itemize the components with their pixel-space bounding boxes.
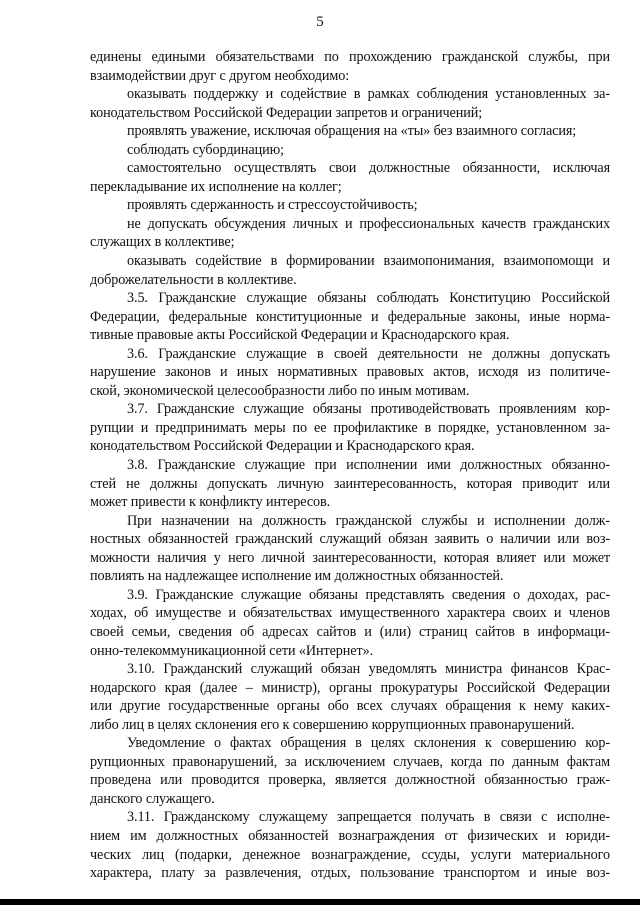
text-line: не допускать обсуждения личных и профессиональных качеств гражданских: [127, 215, 610, 232]
text-line: конодательством Российской Федерации запретов и ограничений;: [90, 104, 483, 121]
page-number: 5: [316, 14, 324, 30]
text-line: 3.5. Гражданские служащие обязаны соблюдать Конституцию Российской: [127, 290, 610, 307]
text-line: ской, экономической целесообразности либо по иным мотивам.: [90, 382, 470, 399]
text-line: либо лиц в целях склонения его к совершению коррупционных правонарушений.: [90, 716, 575, 733]
text-line: соблюдать субординацию;: [127, 141, 284, 158]
text-line: повлиять на надлежащее исполнение им должностных обязанностей.: [90, 568, 504, 585]
text-line: единены едиными обязательствами по прохождению гражданской службы, при: [90, 49, 610, 65]
text-line: 3.9. Гражданские служащие обязаны представлять сведения о доходах, рас-: [127, 586, 610, 603]
text-line: данского служащего.: [90, 790, 215, 807]
text-line: проявлять сдержанность и стрессоустойчивость;: [127, 197, 418, 214]
text-line: оказывать поддержку и содействие в рамках соблюдения установленных за-: [127, 86, 610, 103]
text-line: 3.7. Гражданские служащие обязаны противодействовать проявлениям кор-: [127, 401, 610, 418]
text-line: 3.6. Гражданские служащие в своей деятельности не должны допускать: [127, 345, 610, 362]
text-line: рупционных правонарушений, за исключением случаев, когда по данным фактам: [90, 753, 610, 770]
text-line: нием им должностных обязанностей вознаграждения от физических и юриди-: [90, 827, 610, 844]
text-line: 3.11. Гражданскому служащему запрещается получать в связи с исполне-: [127, 809, 610, 826]
scan-bottom-edge: [0, 899, 640, 905]
text-line: нодарского края (далее – министр), органы прокуратуры Российской Федерации: [90, 679, 610, 696]
text-line: своей семьи, сведения об адресах сайтов и (или) страниц сайтов в информаци-: [90, 623, 610, 640]
text-line: или другие государственные органы обо всех случаях обращения к нему каких-: [90, 698, 610, 715]
text-line: ческих лиц (подарки, денежное вознаграждение, ссуды, услуги материального: [90, 846, 610, 863]
text-line: перекладывание их исполнение на коллег;: [90, 178, 342, 195]
text-line: 3.10. Гражданский служащий обязан уведомлять министра финансов Крас-: [127, 661, 610, 678]
text-line: Федерации, федеральные конституционные и федеральные законы, иные норма-: [90, 308, 610, 325]
text-line: служащих в коллективе;: [90, 234, 235, 251]
text-line: нарушение законов и иных нормативных правовых актов, исходя из политиче-: [90, 364, 610, 381]
text-line: оказывать содействие в формировании взаимопонимания, взаимопомощи и: [127, 253, 610, 270]
text-line: взаимодействии друг с другом необходимо:: [90, 67, 350, 84]
text-line: конодательством Российской Федерации и Краснодарского края.: [90, 438, 475, 455]
text-line: стей не должны допускать личную заинтересованность, которая приводит или: [90, 475, 610, 492]
text-line: доброжелательности в коллективе.: [90, 271, 297, 288]
text-line: может привести к конфликту интересов.: [90, 494, 331, 511]
text-line: онно-телекоммуникационной сети «Интернет».: [90, 642, 374, 659]
text-line: проявлять уважение, исключая обращения на «ты» без взаимного согласия;: [127, 123, 577, 140]
body-text: [90, 48, 610, 883]
text-line: 3.8. Гражданские служащие при исполнении ими должностных обязанно-: [127, 457, 610, 474]
text-line: Уведомление о фактах обращения в целях склонения к совершению кор-: [127, 735, 610, 752]
text-line: ностных обязанностей гражданский служащий обязан заявить о наличии или воз-: [90, 531, 610, 548]
text-line: характера, плату за развлечения, отдых, пользование транспортом и иные воз-: [90, 865, 610, 882]
text-line: можности наличия у него личной заинтересованности, которая влияет или может: [90, 549, 610, 566]
text-line: самостоятельно осуществлять свои должностные обязанности, исключая: [127, 160, 610, 177]
text-line: проведена или проводится проверка, является должностной обязанностью граж-: [90, 772, 610, 789]
text-line: При назначении на должность гражданской службы и исполнении долж-: [127, 512, 610, 529]
text-line: тивные правовые акты Российской Федерации и Краснодарского края.: [90, 327, 510, 344]
text-line: рупции и предпринимать меры по ее профилактике в порядке, установленном за-: [90, 419, 610, 436]
text-line: ходах, об имуществе и обязательствах имущественного характера своих и членов: [90, 605, 610, 622]
